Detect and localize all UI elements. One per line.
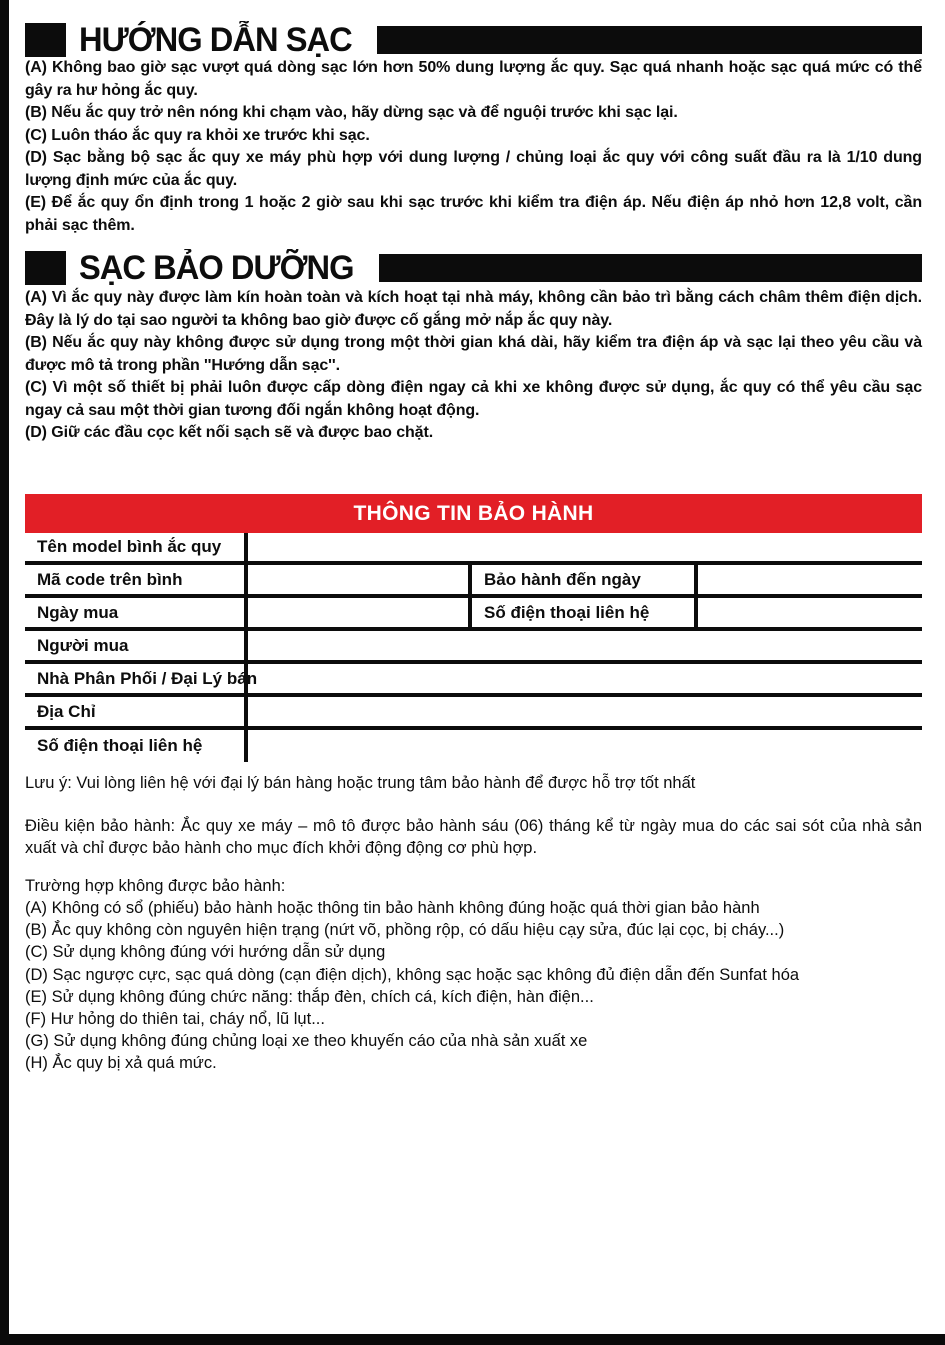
header-square-marker [25, 251, 66, 285]
maintenance-instructions-text [25, 287, 922, 445]
exclusion-item-g: (G) Sử dụng không đúng chủng loại xe theo khuyến cáo của nhà sản xuất xe [25, 1032, 588, 1051]
table-row [25, 730, 922, 762]
page-left-border [0, 0, 9, 1345]
charging-paragraph-c: (C) Luôn tháo ắc quy ra khỏi xe trước khi sạc. [25, 126, 370, 144]
section-header-charging [25, 19, 922, 61]
row-value-field [248, 598, 472, 627]
row-value-field-secondary [698, 598, 922, 627]
warranty-conditions: Điều kiện bảo hành: Ắc quy xe máy – mô tô được bảo hành sáu (06) tháng kể từ ngày mua do các sai sót của nhà sản xuất và chỉ được bảo hành cho mục đích khởi động động cơ phù hợp. [25, 817, 922, 857]
exclusions-title: Trường hợp không được bảo hành: [25, 877, 286, 895]
exclusion-item-f: (F) Hư hỏng do thiên tai, cháy nổ, lũ lụt... [25, 1010, 325, 1029]
exclusion-item-c: (C) Sử dụng không đúng với hướng dẫn sử dụng [25, 943, 386, 962]
row-value-field [248, 565, 472, 594]
support-note: Lưu ý: Vui lòng liên hệ với đại lý bán hàng hoặc trung tâm bảo hành để được hỗ trợ tốt nhất [25, 774, 696, 792]
charging-paragraph-a: (A) Không bao giờ sạc vượt quá dòng sạc lớn hơn 50% dung lượng ắc quy. Sạc quá nhanh hoặc sạc quá mức có thể gây ra hư hỏng ắc quy. [25, 59, 922, 99]
maintenance-paragraph-b: (B) Nếu ắc quy này không được sử dụng trong một thời gian khá dài, hãy kiểm tra điện áp và sạc lại theo yêu cầu và được mô tả trong phần ''Hướng dẫn sạc''. [25, 334, 922, 374]
exclusion-item-a: (A) Không có sổ (phiếu) bảo hành hoặc thông tin bảo hành không đúng hoặc quá thời gian bảo hành [25, 899, 760, 917]
header-fill-bar [377, 26, 922, 54]
maintenance-paragraph-c: (C) Vì một số thiết bị phải luôn được cấp dòng điện ngay cả khi xe không được sử dụng, ắc quy có thể yêu cầu sạc ngay cả sau một thời gian tương đối ngắn không hoạt động. [25, 379, 922, 419]
exclusion-item-e: (E) Sử dụng không đúng chức năng: thắp đèn, chích cá, kích điện, hàn điện... [25, 987, 594, 1006]
row-value-field [248, 697, 922, 726]
row-label: Mã code trên bình [25, 565, 248, 594]
exclusion-item-h: (H) Ắc quy bị xả quá mức. [25, 1054, 217, 1073]
table-row [25, 631, 922, 664]
warranty-table-title: THÔNG TIN BẢO HÀNH [25, 494, 922, 533]
section-title-maintenance: SẠC BẢO DƯỠNG [79, 249, 354, 287]
exclusion-item-b: (B) Ắc quy không còn nguyên hiện trạng (nứt võ, phồng rộp, có dấu hiệu cạy sửa, đúc lại cọc, bị cháy...) [25, 921, 785, 940]
section-title-charging: HƯỚNG DẪN SẠC [79, 21, 352, 59]
table-row [25, 565, 922, 598]
row-value-field [248, 631, 922, 660]
row-label: Người mua [25, 631, 248, 660]
row-label: Nhà Phân Phối / Đại Lý bán [25, 664, 248, 693]
row-label: Địa Chỉ [25, 697, 248, 726]
charging-paragraph-d: (D) Sạc bằng bộ sạc ắc quy xe máy phù hợp với dung lượng / chủng loại ắc quy với công suất đầu ra là 1/10 dung lượng định mức của ắc quy. [25, 149, 922, 189]
charging-instructions-text [25, 57, 922, 237]
header-fill-bar [379, 254, 922, 282]
row-label-secondary: Bảo hành đến ngày [472, 565, 698, 594]
charging-paragraph-b: (B) Nếu ắc quy trở nên nóng khi chạm vào, hãy dừng sạc và để nguội trước khi sạc lại. [25, 104, 678, 121]
maintenance-paragraph-d: (D) Giữ các đầu cọc kết nối sạch sẽ và được bao chặt. [25, 424, 434, 441]
exclusion-item-d: (D) Sạc ngược cực, sạc quá dòng (cạn điện dịch), không sạc hoặc sạc không đủ điện dẫn đến Sunfat hóa [25, 965, 800, 984]
row-value-field-secondary [698, 565, 922, 594]
section-header-maintenance [25, 247, 922, 289]
table-row [25, 533, 922, 565]
exclusions-list [25, 897, 922, 1075]
table-row [25, 598, 922, 631]
row-value-field [248, 664, 922, 693]
maintenance-paragraph-a: (A) Vì ắc quy này được làm kín hoàn toàn và kích hoạt tại nhà máy, không cần bảo trì bằng cách châm thêm điện dịch. Đây là lý do tại sao người ta không bao giờ được cố gắng mở nắp ắc quy này. [25, 289, 922, 329]
table-row [25, 664, 922, 697]
page-content [25, 0, 922, 1345]
table-row [25, 697, 922, 730]
charging-paragraph-e: (E) Để ắc quy ổn định trong 1 hoặc 2 giờ sau khi sạc trước khi kiểm tra điện áp. Nếu điện áp nhỏ hơn 12,8 volt, cần phải sạc thêm. [25, 194, 922, 234]
row-value-field [248, 730, 922, 762]
row-label: Số điện thoại liên hệ [25, 730, 248, 762]
row-label: Tên model bình ắc quy [25, 533, 248, 561]
row-label: Ngày mua [25, 598, 248, 627]
row-value-field [248, 533, 922, 561]
warranty-table [25, 494, 922, 762]
row-label-secondary: Số điện thoại liên hệ [472, 598, 698, 627]
page-bottom-border [0, 1334, 945, 1345]
header-square-marker [25, 23, 66, 57]
